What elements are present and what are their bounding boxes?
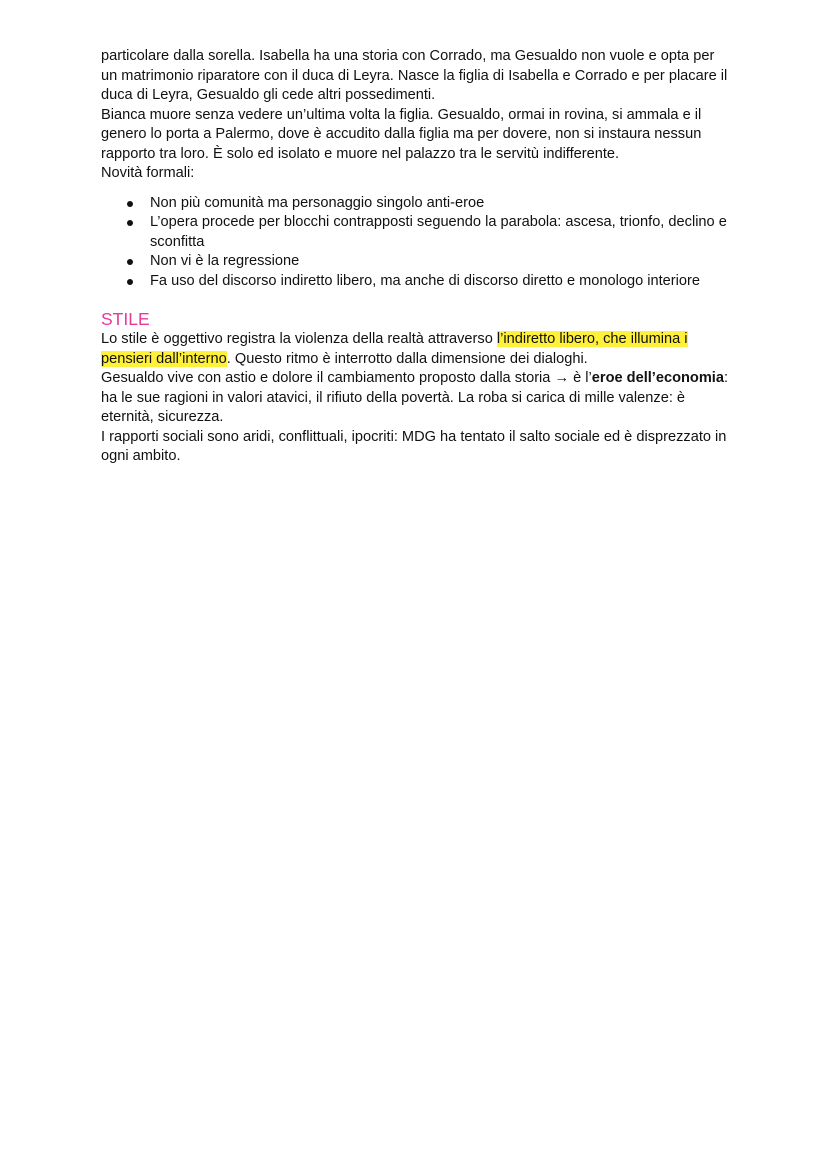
list-item	[150, 252, 731, 272]
text-segment: : ha le sue ragioni in valori atavici, il rifiuto della povertà. La roba si carica di mille valenze: è eternità, sicurezza.	[101, 370, 729, 425]
bullet-icon	[127, 259, 133, 265]
stile-paragraph-2	[101, 369, 731, 428]
plot-paragraph-2: Bianca muore senza vedere un’ultima volta la figlia. Gesualdo, ormai in rovina, si ammala e il genero lo porta a Palermo, dove è accudito dalla figlia ma per dovere, non si instaura nessun rapporto tra loro. È solo ed isolato e muore nel palazzo tra le servitù indifferente.	[101, 106, 702, 162]
stile-paragraph-3: I rapporti sociali sono aridi, conflittuali, ipocriti: MDG ha tentato il salto sociale ed è disprezzato in ogni ambito.	[101, 428, 727, 464]
list-item	[150, 213, 731, 252]
plot-paragraph-1: particolare dalla sorella. Isabella ha una storia con Corrado, ma Gesualdo non vuole e opta per un matrimonio riparatore con il duca di Leyra. Nasce la figlia di Isabella e Corrado e per placare il duca di Leyra, Gesualdo gli cede altri possedimenti.	[101, 48, 728, 103]
list-item-text: Fa uso del discorso indiretto libero, ma anche di discorso diretto e monologo interiore	[150, 272, 700, 289]
bullet-icon	[127, 279, 133, 285]
bold-text: eroe dell’economia	[591, 370, 724, 386]
text-segment: . Questo ritmo è interrotto dalla dimensione dei dialoghi.	[226, 350, 588, 367]
document-page	[101, 47, 731, 467]
list-item	[150, 272, 731, 292]
list-item-text: Non più comunità ma personaggio singolo anti-eroe	[150, 194, 485, 211]
stile-paragraph-1	[101, 330, 731, 369]
list-item	[150, 194, 731, 214]
bullet-icon	[127, 220, 133, 226]
novita-formali-label: Novità formali:	[101, 165, 195, 181]
list-item-text: L’opera procede per blocchi contrapposti seguendo la parabola: ascesa, trionfo, declino e sconfitta	[150, 214, 727, 250]
section-title-stile: STILE	[101, 309, 150, 329]
list-item-text: Non vi è la regressione	[150, 253, 300, 269]
text-segment: Lo stile è oggettivo registra la violenza della realtà attraverso	[101, 331, 497, 347]
highlighted-text: l’indiretto libero, che illumina i pensieri dall’interno	[101, 331, 688, 367]
novita-formali-list	[101, 194, 731, 292]
bullet-icon	[127, 201, 133, 207]
text-segment: Gesualdo vive con astio e dolore il cambiamento proposto dalla storia → è l’	[101, 370, 592, 386]
